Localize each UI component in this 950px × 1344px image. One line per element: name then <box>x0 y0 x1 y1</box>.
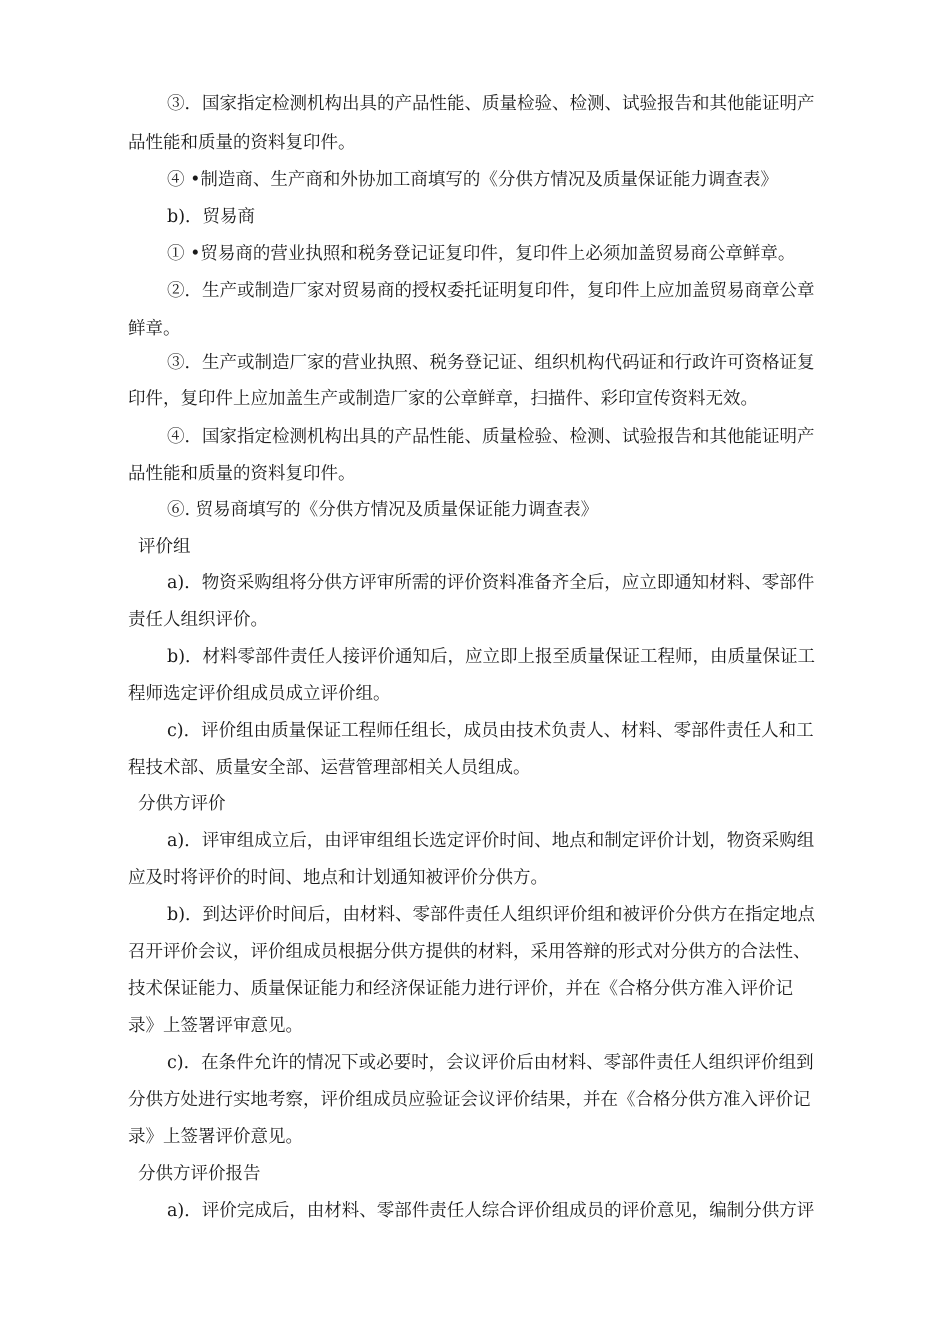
paragraph-line: 技术保证能力、质量保证能力和经济保证能力进行评价，并在《合格分供方准入评价记 <box>128 979 793 999</box>
section-heading: 分供方评价 <box>138 794 226 814</box>
paragraph-line: 程师选定评价组成员成立评价组。 <box>128 684 391 704</box>
paragraph-line: b)．材料零部件责任人接评价通知后，应立即上报至质量保证工程师，由质量保证工 <box>167 647 816 667</box>
section-heading: 评价组 <box>138 537 191 557</box>
paragraph-line: ②．生产或制造厂家对贸易商的授权委托证明复印件，复印件上应加盖贸易商章公章 <box>167 281 815 301</box>
paragraph-line: 品性能和质量的资料复印件。 <box>128 133 356 153</box>
paragraph-line: 录》上签署评价意见。 <box>128 1127 303 1147</box>
paragraph-line: 程技术部、质量安全部、运营管理部相关人员组成。 <box>128 758 531 778</box>
paragraph-line: ④ •制造商、生产商和外协加工商填写的《分供方情况及质量保证能力调查表》 <box>167 170 778 190</box>
section-heading: 分供方评价报告 <box>138 1164 261 1184</box>
paragraph-line: 责任人组织评价。 <box>128 610 268 630</box>
paragraph-line: 分供方处进行实地考察，评价组成员应验证会议评价结果，并在《合格分供方准入评价记 <box>128 1090 811 1110</box>
paragraph-line: ③．国家指定检测机构出具的产品性能、质量检验、检测、试验报告和其他能证明产 <box>167 94 815 114</box>
paragraph-line: a)．评价完成后，由材料、零部件责任人综合评价组成员的评价意见，编制分供方评 <box>167 1201 815 1221</box>
paragraph-line: c)．评价组由质量保证工程师任组长，成员由技术负责人、材料、零部件责任人和工 <box>167 721 814 741</box>
paragraph-line: 印件，复印件上应加盖生产或制造厂家的公章鲜章，扫描件、彩印宣传资料无效。 <box>128 389 758 409</box>
paragraph-line: c)．在条件允许的情况下或必要时，会议评价后由材料、零部件责任人组织评价组到 <box>167 1053 814 1073</box>
paragraph-line: 鲜章。 <box>128 319 181 339</box>
paragraph-line: 召开评价会议，评价组成员根据分供方提供的材料，采用答辩的形式对分供方的合法性、 <box>128 942 811 962</box>
paragraph-line: ④．国家指定检测机构出具的产品性能、质量检验、检测、试验报告和其他能证明产 <box>167 427 815 447</box>
paragraph-line: a)．物资采购组将分供方评审所需的评价资料准备齐全后，应立即通知材料、零部件 <box>167 573 815 593</box>
paragraph-line: 应及时将评价的时间、地点和计划通知被评价分供方。 <box>128 868 548 888</box>
paragraph-line: 品性能和质量的资料复印件。 <box>128 464 356 484</box>
paragraph-line: ⑥. 贸易商填写的《分供方情况及质量保证能力调查表》 <box>167 500 599 520</box>
paragraph-line: a)．评审组成立后，由评审组组长选定评价时间、地点和制定评价计划，物资采购组 <box>167 831 815 851</box>
paragraph-line: ③．生产或制造厂家的营业执照、税务登记证、组织机构代码证和行政许可资格证复 <box>167 353 815 373</box>
paragraph-line: b)．到达评价时间后，由材料、零部件责任人组织评价组和被评价分供方在指定地点 <box>167 905 816 925</box>
subsection-heading: b)．贸易商 <box>167 207 256 227</box>
paragraph-line: ① •贸易商的营业执照和税务登记证复印件，复印件上必须加盖贸易商公章鲜章。 <box>167 244 796 264</box>
paragraph-line: 录》上签署评审意见。 <box>128 1016 303 1036</box>
